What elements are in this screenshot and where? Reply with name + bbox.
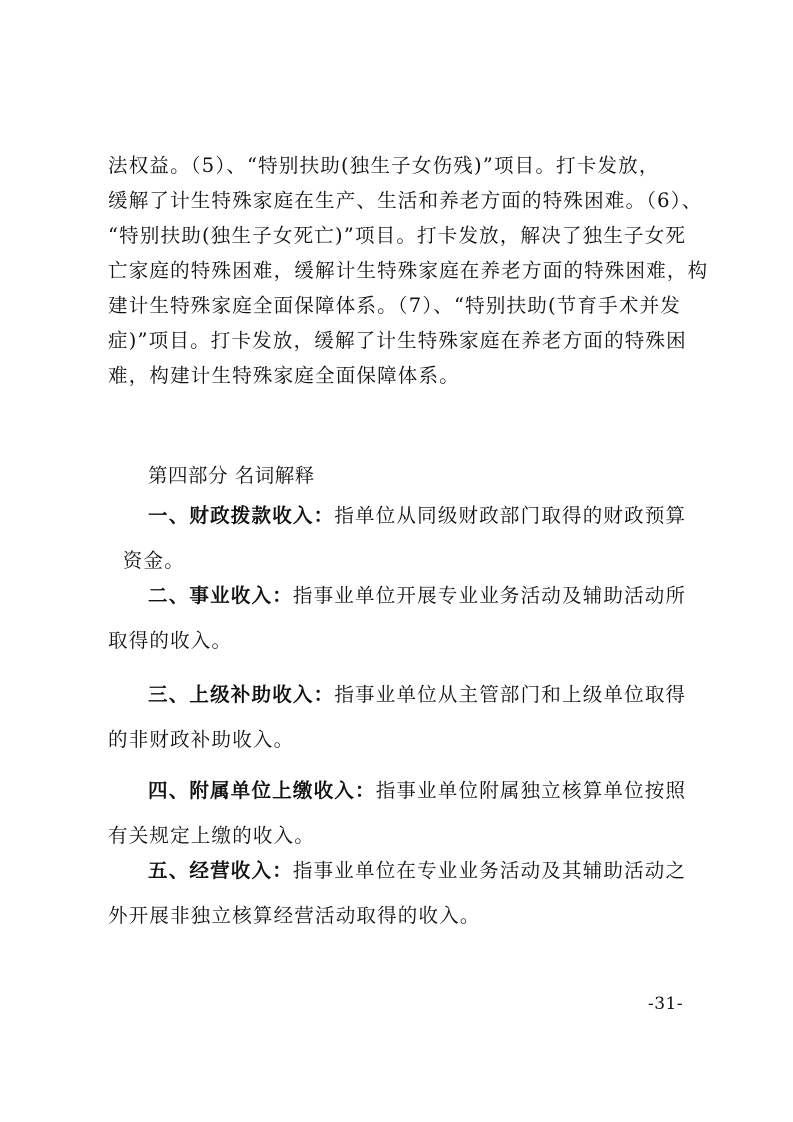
page-number: -31-: [648, 994, 684, 1014]
definition-text: 指事业单位在专业业务活动及其辅助活动之: [292, 859, 687, 882]
definition-text: 指事业单位开展专业业务活动及辅助活动所: [292, 584, 687, 607]
definition-term: 二、事业收入：: [148, 584, 293, 607]
paragraph-line: 症)”项目。打卡发放，缓解了计生特殊家庭在养老方面的特殊困: [108, 329, 687, 352]
paragraph-line: 亡家庭的特殊困难，缓解计生特殊家庭在养老方面的特殊困难，构: [108, 259, 709, 282]
paragraph-line: 难，构建计生特殊家庭全面保障体系。: [108, 364, 460, 387]
paragraph-line: 缓解了计生特殊家庭在生产、生活和养老方面的特殊困难。（6）、: [108, 189, 703, 212]
definition-text-continued: 外开展非独立核算经营活动取得的收入。: [108, 904, 481, 927]
paragraph-line: 法权益。（5）、“特别扶助(独生子女伤残)”项目。打卡发放，: [108, 154, 660, 177]
definition-term: 一、财政拨款收入：: [148, 504, 335, 527]
definition-text: 指事业单位从主管部门和上级单位取得: [334, 683, 687, 706]
definition-item: [108, 672, 693, 762]
definition-text: 指单位从同级财政部门取得的财政预算: [334, 504, 687, 527]
definition-item: [108, 848, 693, 938]
definition-term: 五、经营收入：: [148, 859, 293, 882]
definition-text-continued: 资金。: [108, 549, 185, 572]
definition-item: [108, 493, 693, 583]
definition-text-continued: 的非财政补助收入。: [108, 728, 295, 751]
paragraph-line: “特别扶助(独生子女死亡)”项目。打卡发放，解决了独生子女死: [108, 224, 687, 247]
definition-item: [108, 573, 693, 663]
intro-paragraph: [108, 148, 709, 393]
section-heading: 第四部分 名词解释: [148, 464, 315, 487]
definition-term: 四、附属单位上缴收入：: [148, 779, 376, 802]
definition-text: 指事业单位附属独立核算单位按照: [375, 779, 687, 802]
definition-item: [108, 768, 693, 858]
definition-term: 三、上级补助收入：: [148, 683, 335, 706]
definition-text-continued: 有关规定上缴的收入。: [108, 824, 316, 847]
definition-text-continued: 取得的收入。: [108, 629, 233, 652]
paragraph-line: 建计生特殊家庭全面保障体系。（7）、“特别扶助(节育手术并发: [108, 294, 681, 317]
